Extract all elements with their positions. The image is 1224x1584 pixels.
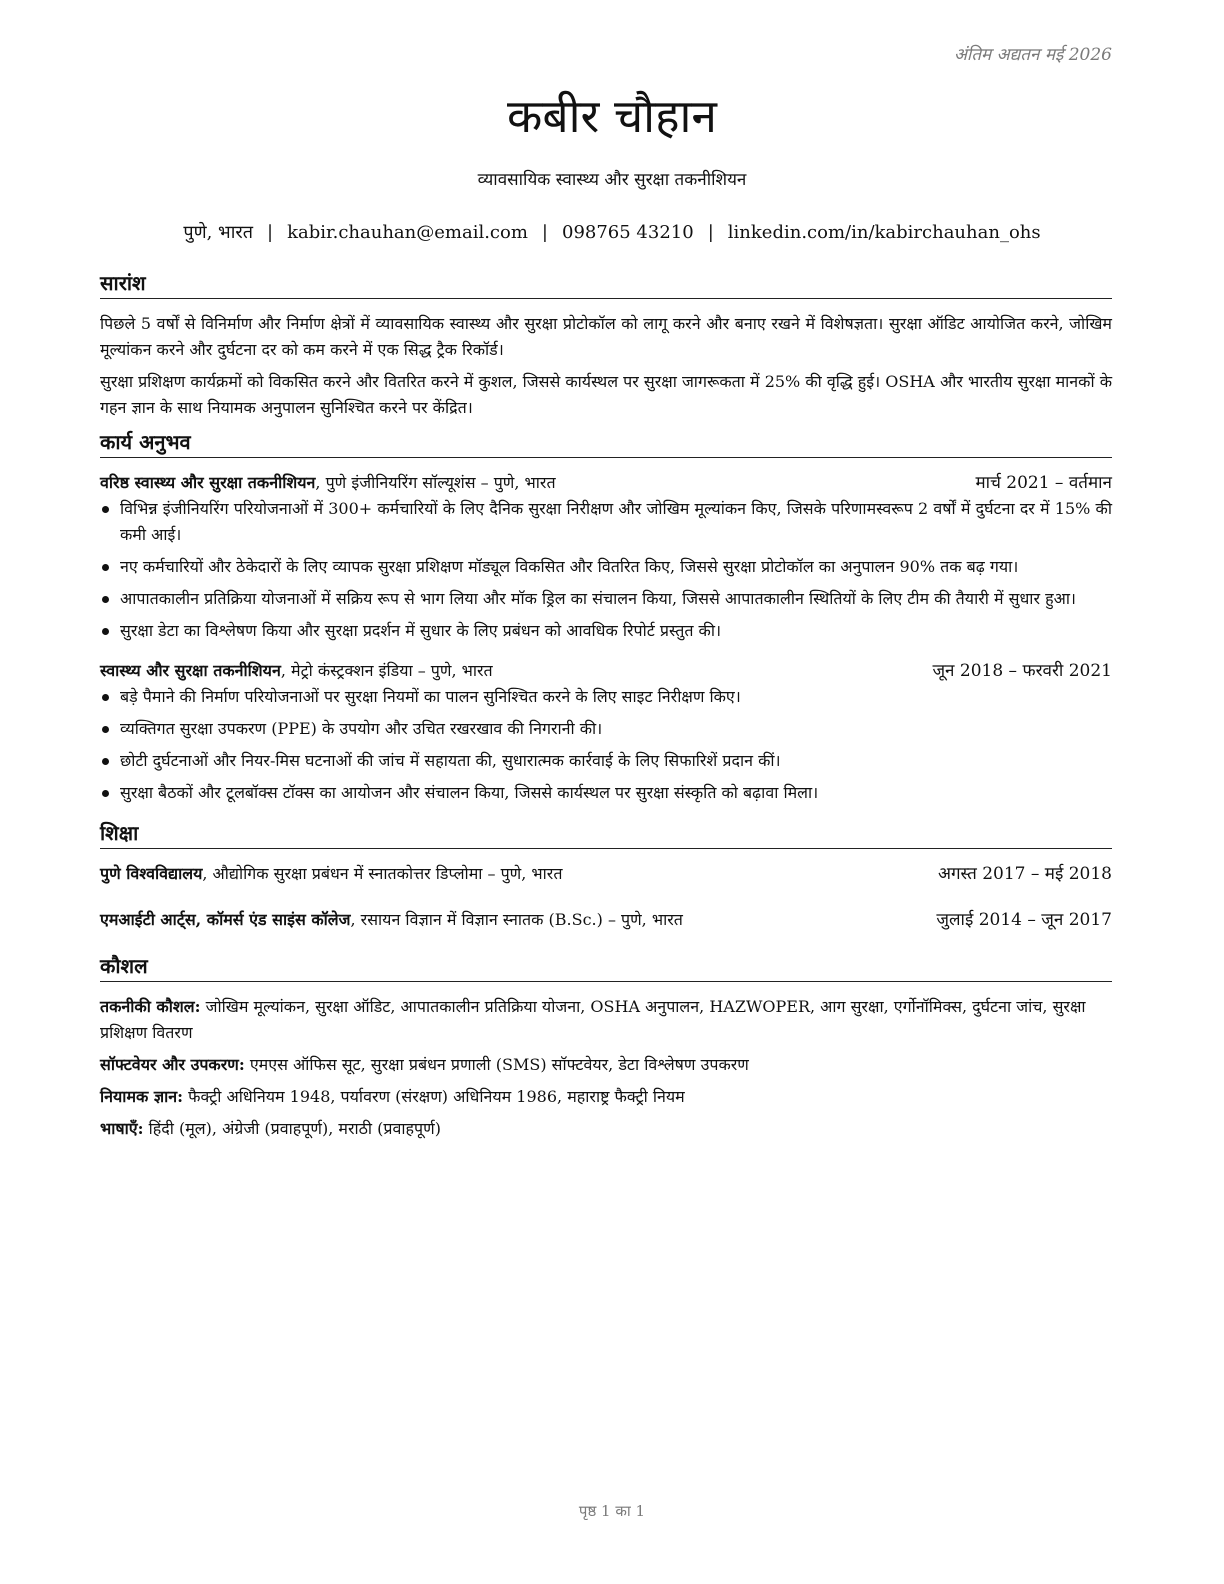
job-bullets [100, 496, 1112, 644]
job-title-line [100, 470, 556, 496]
list-item [100, 716, 1112, 742]
education-dates: जुलाई 2014 – जून 2017 [936, 910, 1112, 930]
candidate-name: कबीर चौहान [507, 89, 717, 143]
page-number: पृष्ठ 1 का 1 [578, 1502, 646, 1520]
skill-label: नियामक ज्ञान: [100, 1087, 184, 1106]
contact-location: पुणे, भारत [183, 222, 253, 243]
bullet-icon [102, 694, 109, 701]
section-title-summary: सारांश [100, 270, 1112, 299]
skill-value: एमएस ऑफिस सूट, सुरक्षा प्रबंधन प्रणाली (SMS) सॉफ्टवेयर, डेटा विश्लेषण उपकरण [244, 1055, 749, 1074]
job-position: वरिष्ठ स्वास्थ्य और सुरक्षा तकनीशियन [100, 473, 316, 492]
contact-linkedin-link[interactable]: linkedin.com/in/kabirchauhan_ohs [727, 222, 1041, 243]
contact-separator: | [707, 222, 714, 243]
education-title-line [100, 907, 683, 933]
summary-section [100, 270, 1112, 421]
last-updated: अंतिम अद्यतन मई 2026 [953, 45, 1112, 65]
bullet-text: आपातकालीन प्रतिक्रिया योजनाओं में सक्रिय रूप से भाग लिया और मॉक ड्रिल का संचालन किया, जिससे आपातकालीन स्थितियों के लिए टीम की तैयारी में सुधार हुआ। [120, 589, 1076, 608]
contact-line [0, 220, 1224, 244]
education-detail: , रसायन विज्ञान में विज्ञान स्नातक (B.Sc.) – पुणे, भारत [350, 910, 683, 929]
education-section [100, 820, 1112, 933]
contact-phone: 098765 43210 [562, 222, 694, 243]
summary-paragraph: सुरक्षा प्रशिक्षण कार्यक्रमों को विकसित करने और वितरित करने में कुशल, जिससे कार्यस्थल पर सुरक्षा जागरूकता में 25% की वृद्धि हुई। OSHA और भारतीय सुरक्षा मानकों के गहन ज्ञान के साथ नियामक अनुपालन सुनिश्चित करने पर केंद्रित। [100, 372, 1112, 417]
job-header [100, 658, 1112, 684]
skill-label: भाषाएँ: [100, 1119, 144, 1138]
bullet-text: सुरक्षा डेटा का विश्लेषण किया और सुरक्षा प्रदर्शन में सुधार के लिए प्रबंधन को आवधिक रिपोर्ट प्रस्तुत की। [120, 621, 722, 640]
job-dates: मार्च 2021 – वर्तमान [975, 473, 1112, 493]
resume-body [100, 270, 1112, 1150]
bullet-icon [102, 790, 109, 797]
job-entry [100, 470, 1112, 644]
contact-separator: | [541, 222, 548, 243]
skill-line [100, 1084, 1112, 1110]
job-position: स्वास्थ्य और सुरक्षा तकनीशियन [100, 661, 281, 680]
skill-label: तकनीकी कौशल: [100, 997, 201, 1016]
bullet-icon [102, 596, 109, 603]
skill-line [100, 994, 1112, 1046]
skill-value: फैक्ट्री अधिनियम 1948, पर्यावरण (संरक्षण) अधिनियम 1986, महाराष्ट्र फैक्ट्री नियम [183, 1087, 685, 1106]
bullet-text: विभिन्न इंजीनियरिंग परियोजनाओं में 300+ कर्मचारियों के लिए दैनिक सुरक्षा निरीक्षण और जोखिम मूल्यांकन किए, जिसके परिणामस्वरूप 2 वर्षों में दुर्घटना दर में 15% की कमी आई। [120, 499, 1112, 544]
list-item [100, 780, 1112, 806]
job-organization: , पुणे इंजीनियरिंग सॉल्यूशंस – पुणे, भारत [315, 473, 556, 492]
education-entry [100, 907, 1112, 933]
list-item [100, 586, 1112, 612]
experience-section [100, 429, 1112, 806]
contact-separator: | [266, 222, 274, 243]
job-entry [100, 658, 1112, 806]
skill-line [100, 1116, 1112, 1142]
bullet-icon [102, 758, 109, 765]
bullet-text: व्यक्तिगत सुरक्षा उपकरण (PPE) के उपयोग और उचित रखरखाव की निगरानी की। [120, 719, 603, 738]
bullet-text: छोटी दुर्घटनाओं और नियर-मिस घटनाओं की जांच में सहायता की, सुधारात्मक कार्रवाई के लिए सिफारिशें प्रदान कीं। [120, 751, 781, 770]
education-title-line [100, 861, 562, 887]
list-item [100, 554, 1112, 580]
education-detail: , औद्योगिक सुरक्षा प्रबंधन में स्नातकोत्तर डिप्लोमा – पुणे, भारत [202, 864, 563, 883]
bullet-text: बड़े पैमाने की निर्माण परियोजनाओं पर सुरक्षा नियमों का पालन सुनिश्चित करने के लिए साइट निरीक्षण किए। [120, 687, 741, 706]
education-institution: पुणे विश्वविद्यालय [100, 864, 203, 883]
job-dates: जून 2018 – फरवरी 2021 [932, 661, 1112, 681]
bullet-icon [102, 506, 109, 513]
skill-label: सॉफ्टवेयर और उपकरण: [100, 1055, 245, 1074]
list-item [100, 748, 1112, 774]
bullet-text: नए कर्मचारियों और ठेकेदारों के लिए व्यापक सुरक्षा प्रशिक्षण मॉड्यूल विकसित और वितरित किए, जिससे सुरक्षा प्रोटोकॉल का अनुपालन 90% तक बढ़ गया। [120, 557, 1019, 576]
skill-value: हिंदी (मूल), अंग्रेजी (प्रवाहपूर्ण), मराठी (प्रवाहपूर्ण) [143, 1119, 441, 1138]
job-title-line [100, 658, 493, 684]
job-organization: , मेट्रो कंस्ट्रक्शन इंडिया – पुणे, भारत [280, 661, 493, 680]
education-dates: अगस्त 2017 – मई 2018 [937, 864, 1112, 884]
skills-section [100, 953, 1112, 1142]
list-item [100, 496, 1112, 548]
section-title-education: शिक्षा [100, 820, 1112, 849]
bullet-icon [102, 628, 109, 635]
list-item [100, 684, 1112, 710]
list-item [100, 618, 1112, 644]
section-title-experience: कार्य अनुभव [100, 429, 1112, 458]
candidate-role: व्यावसायिक स्वास्थ्य और सुरक्षा तकनीशियन [477, 170, 747, 190]
education-entry [100, 861, 1112, 887]
section-title-skills: कौशल [100, 953, 1112, 982]
job-header [100, 470, 1112, 496]
bullet-text: सुरक्षा बैठकों और टूलबॉक्स टॉक्स का आयोजन और संचालन किया, जिससे कार्यस्थल पर सुरक्षा संस्कृति को बढ़ावा मिला। [120, 783, 819, 802]
summary-paragraph: पिछले 5 वर्षों से विनिर्माण और निर्माण क्षेत्रों में व्यावसायिक स्वास्थ्य और सुरक्षा प्रोटोकॉल को लागू करने और बनाए रखने में विशेषज्ञता। सुरक्षा ऑडिट आयोजित करने, जोखिम मूल्यांकन करने और दुर्घटना दर को कम करने में एक सिद्ध ट्रैक रिकॉर्ड। [100, 314, 1112, 359]
skill-value: जोखिम मूल्यांकन, सुरक्षा ऑडिट, आपातकालीन प्रतिक्रिया योजना, OSHA अनुपालन, HAZWOPER, आग सुरक्षा, एर्गोनॉमिक्स, दुर्घटना जांच, सुरक्षा प्रशिक्षण वितरण [100, 997, 1086, 1042]
education-institution: एमआईटी आर्ट्स, कॉमर्स एंड साइंस कॉलेज [100, 910, 351, 929]
bullet-icon [102, 564, 109, 571]
skill-line [100, 1052, 1112, 1078]
bullet-icon [102, 726, 109, 733]
contact-email-link[interactable]: kabir.chauhan@email.com [287, 222, 528, 243]
job-bullets [100, 684, 1112, 806]
